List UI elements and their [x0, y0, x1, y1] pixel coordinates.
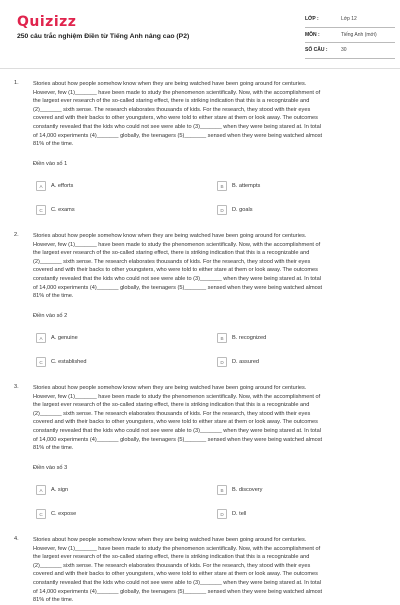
option-letter-box: B	[217, 333, 227, 343]
meta-key: MÔN :	[305, 31, 320, 38]
passage-line: (2)_______ sixth sense. The research elaborates thousands of kids. For the research, they stood with their eyes	[33, 106, 311, 113]
passage-line: constantly revealed that the kids who could not see were able to (3)_______ when they were being stared at. In total	[33, 579, 321, 586]
answer-option-b[interactable]	[217, 333, 367, 345]
passage-line: the largest ever research of the so-called staring effect, there is striking indication that this is a recognizable and	[33, 554, 310, 561]
option-text: B. discovery	[232, 487, 263, 493]
passage-line: covered and with their backs to other youngsters, who were told to either stare at them or look away. The outcomes	[33, 267, 318, 274]
meta-value: Tiếng Anh (mới)	[341, 31, 377, 38]
option-text: D. assured	[232, 359, 260, 365]
question-passage	[33, 536, 393, 605]
meta-key: LỚP :	[305, 16, 319, 22]
meta-row-subject	[305, 28, 395, 44]
option-letter-box: A	[36, 333, 46, 343]
question-number: 4.	[14, 536, 19, 542]
passage-line: of 14,000 experiments (4)_______ globally, the teenagers (5)_______ sensed when they were being watched almost	[33, 132, 323, 139]
meta-value: 30	[341, 47, 347, 53]
option-text: C. exams	[51, 207, 75, 213]
passage-line: covered and with their backs to other youngsters, who were told to either stare at them or look away. The outcomes	[33, 571, 318, 578]
question-number: 2.	[14, 232, 19, 238]
question-prompt: Điền vào số 1	[33, 161, 68, 167]
option-text: B. recognized	[232, 335, 267, 341]
option-text: D. tell	[232, 511, 247, 517]
passage-line: of 14,000 experiments (4)_______ globally, the teenagers (5)_______ sensed when they were being watched almost	[33, 436, 323, 443]
passage-line: Stories about how people somehow know when they are being watched have been going around for centuries.	[33, 81, 307, 87]
answer-option-c[interactable]	[36, 357, 186, 369]
option-letter-box: D	[217, 509, 227, 519]
option-text: C. expose	[51, 511, 77, 517]
meta-table	[305, 12, 395, 59]
quizizz-logo: Quizizz	[17, 14, 77, 30]
option-text: A. sign	[51, 487, 69, 493]
passage-line: of 14,000 experiments (4)_______ globally, the teenagers (5)_______ sensed when they were being watched almost	[33, 588, 323, 595]
passage-line: 81% of the time.	[33, 141, 74, 148]
option-letter-box: C	[36, 509, 46, 519]
passage-line: (2)_______ sixth sense. The research elaborates thousands of kids. For the research, they stood with their eyes	[33, 410, 311, 417]
option-letter-box: A	[36, 181, 46, 191]
passage-line: (2)_______ sixth sense. The research elaborates thousands of kids. For the research, they stood with their eyes	[33, 258, 311, 265]
answer-option-b[interactable]	[217, 181, 367, 193]
option-text: D. goals	[232, 207, 253, 213]
meta-value: Lớp 12	[341, 16, 357, 22]
passage-line: covered and with their backs to other youngsters, who were told to either stare at them or look away. The outcomes	[33, 419, 318, 426]
answer-option-c[interactable]	[36, 205, 186, 217]
question-prompt: Điền vào số 2	[33, 313, 68, 319]
option-letter-box: C	[36, 205, 46, 215]
passage-line: the largest ever research of the so-called staring effect, there is striking indication that this is a recognizable and	[33, 402, 310, 409]
passage-line: 81% of the time.	[33, 293, 74, 300]
passage-line: However, few (1)_______ have been made to study the phenomenon scientifically. Now, with the accomplishment of	[33, 545, 321, 552]
passage-line: of 14,000 experiments (4)_______ globally, the teenagers (5)_______ sensed when they were being watched almost	[33, 284, 323, 291]
passage-line: 81% of the time.	[33, 445, 74, 452]
page-header	[0, 0, 400, 62]
passage-line: the largest ever research of the so-called staring effect, there is striking indication that this is a recognizable and	[33, 250, 310, 257]
option-text: B. attempts	[232, 183, 261, 189]
option-letter-box: B	[217, 181, 227, 191]
question-number: 1.	[14, 80, 19, 86]
passage-line: However, few (1)_______ have been made to study the phenomenon scientifically. Now, with the accomplishment of	[33, 241, 321, 248]
option-text: A. efforts	[51, 183, 74, 189]
answer-option-b[interactable]	[217, 485, 367, 497]
passage-line: constantly revealed that the kids who could not see were able to (3)_______ when they were being stared at. In total	[33, 123, 321, 130]
answer-option-a[interactable]	[36, 181, 186, 193]
option-letter-box: B	[217, 485, 227, 495]
question-passage	[33, 384, 393, 453]
question-passage	[33, 80, 393, 149]
question-prompt: Điền vào số 3	[33, 465, 68, 471]
option-letter-box: D	[217, 357, 227, 367]
answer-option-d[interactable]	[217, 509, 367, 521]
answer-option-d[interactable]	[217, 357, 367, 369]
passage-line: Stories about how people somehow know when they are being watched have been going around for centuries.	[33, 537, 307, 543]
option-letter-box: D	[217, 205, 227, 215]
document-title: 250 câu trắc nghiệm Điền từ Tiếng Anh nâng cao (P2)	[17, 33, 190, 40]
question-passage	[33, 232, 393, 301]
passage-line: Stories about how people somehow know when they are being watched have been going around for centuries.	[33, 233, 307, 239]
header-divider	[0, 68, 400, 69]
answer-option-a[interactable]	[36, 485, 186, 497]
option-letter-box: C	[36, 357, 46, 367]
passage-line: constantly revealed that the kids who could not see were able to (3)_______ when they were being stared at. In total	[33, 427, 321, 434]
passage-line: Stories about how people somehow know when they are being watched have been going around for centuries.	[33, 385, 307, 391]
option-letter-box: A	[36, 485, 46, 495]
answer-option-c[interactable]	[36, 509, 186, 521]
passage-line: However, few (1)_______ have been made to study the phenomenon scientifically. Now, with the accomplishment of	[33, 89, 321, 96]
passage-line: constantly revealed that the kids who could not see were able to (3)_______ when they were being stared at. In total	[33, 275, 321, 282]
meta-row-class	[305, 12, 395, 28]
option-text: A. genuine	[51, 335, 78, 341]
meta-key: SỐ CÂU :	[305, 47, 328, 53]
passage-line: However, few (1)_______ have been made to study the phenomenon scientifically. Now, with the accomplishment of	[33, 393, 321, 400]
passage-line: covered and with their backs to other youngsters, who were told to either stare at them or look away. The outcomes	[33, 115, 318, 122]
passage-line: (2)_______ sixth sense. The research elaborates thousands of kids. For the research, they stood with their eyes	[33, 562, 311, 569]
option-text: C. established	[51, 359, 87, 365]
passage-line: 81% of the time.	[33, 597, 74, 604]
passage-line: the largest ever research of the so-called staring effect, there is striking indication that this is a recognizable and	[33, 98, 310, 105]
question-number: 3.	[14, 384, 19, 390]
meta-row-count	[305, 43, 395, 59]
answer-option-a[interactable]	[36, 333, 186, 345]
answer-option-d[interactable]	[217, 205, 367, 217]
